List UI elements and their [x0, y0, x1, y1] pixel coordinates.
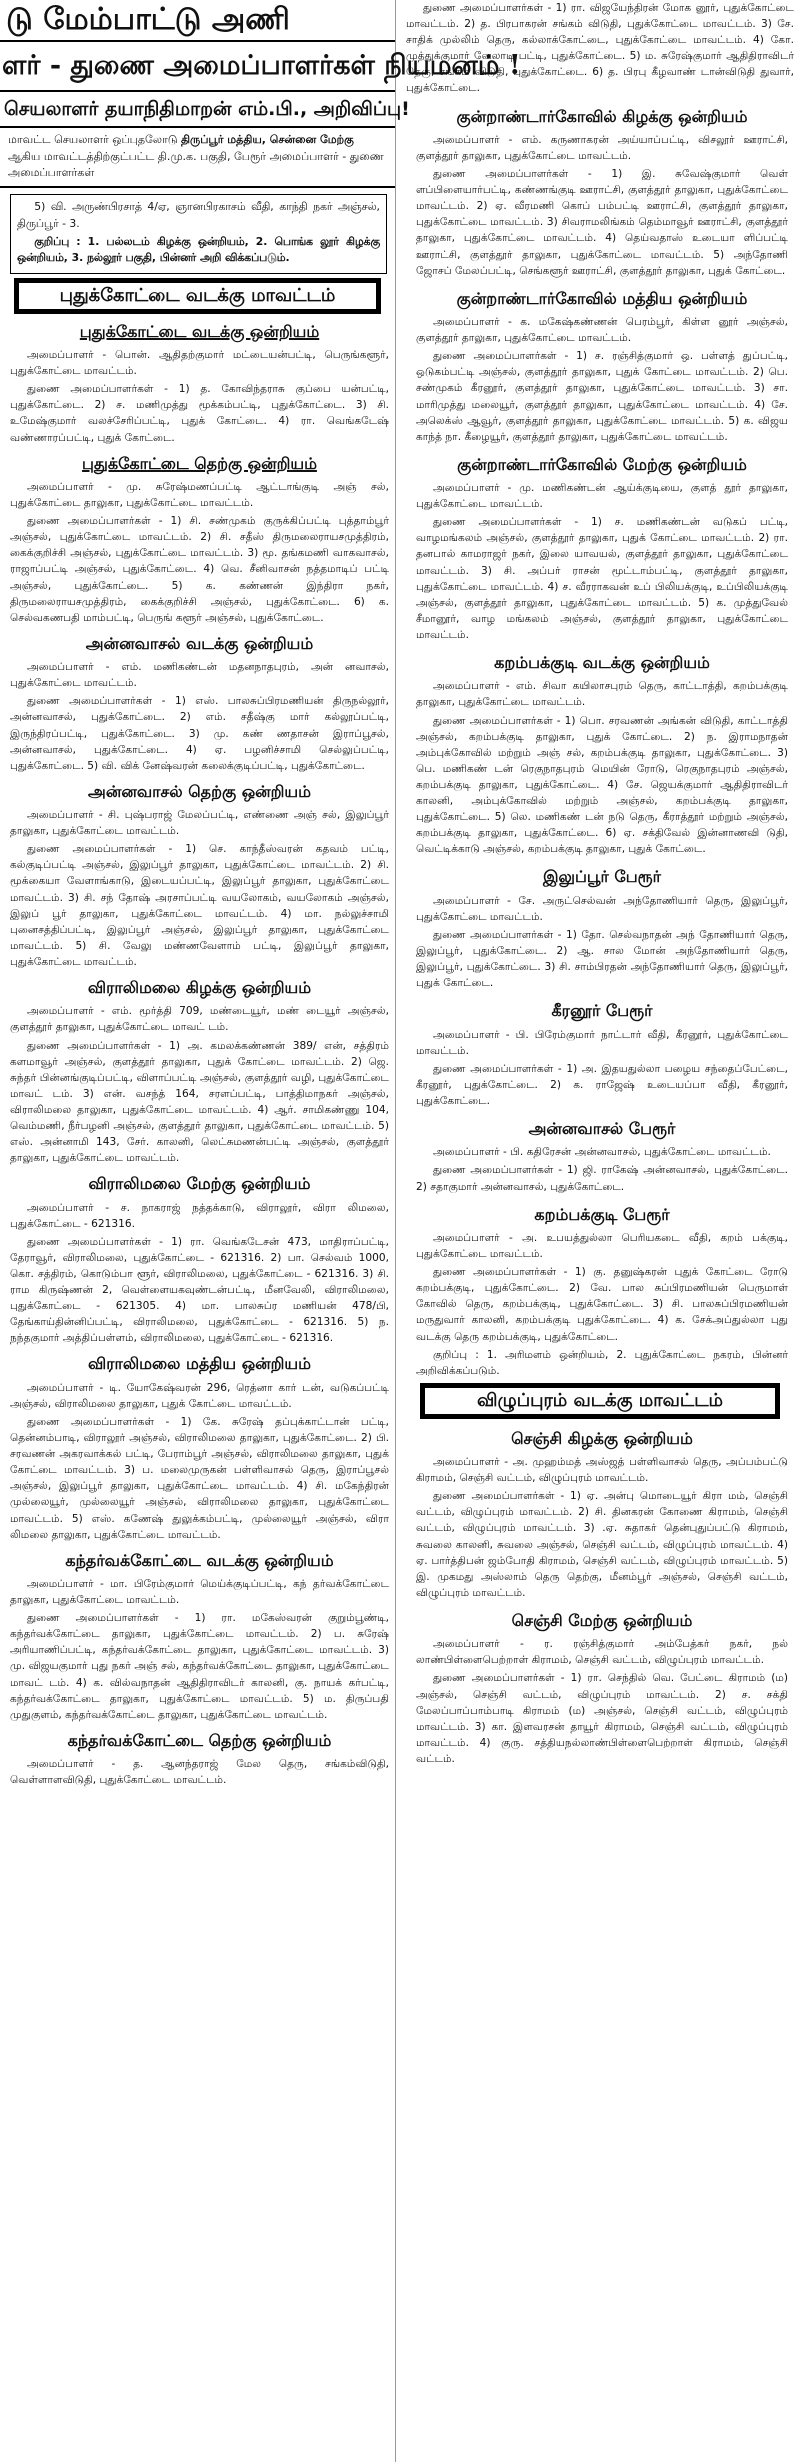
section-organizer: அமைப்பாளர் - எம். மணிகண்டன் மதனநாதபுரம், அன் னவாசல், புதுக்கோட்டை மாவட்டம்.	[10, 661, 389, 690]
section-title: குன்றாண்டார்கோவில் மத்திய ஒன்றியம்	[456, 288, 748, 308]
section	[406, 1609, 794, 1767]
section	[0, 632, 395, 774]
section-deputies: துணை அமைப்பாளர்கள் - 1) கு. தனுஷ்கரன் புதுக் கோட்டை ரோடு கறம்பக்குடி, புதுக்கோட்டை. 2) வே. பால சுப்பிரமணியன் பெருமாள் கோவில் தெரு, கறம்பக்குடி, புதுக்கோட்டை. 3) சி. பாலசுப்பிரமணியன் மருதுவார் காலனி, கறம்பக்குடி புதுக்கோட்டை. 4) க. சேக்அப்துல்லா புது வடக்கு தெரு கறம்பக்குடி, புதுக்கோட்டை.	[416, 1266, 788, 1343]
section-deputies: துணை அமைப்பாளர்கள் - 1) ச. ரஞ்சித்குமார் ஒ. பள்ளத் துப்பட்டி, ஒடுகம்பட்டி அஞ்சல், குளத்தூர் தாலுகா, புதுக் கோட்டை மாவட்டம். 2) பெ. சண்முகம் கீரனூர், குளத்தூர் தாலுகா, புதுக்கோட்டை மாவட்டம். 3) சா. மாரிமுத்து மலையூர், குளத்தூர் தாலுகா, புதுக்கோட்டை மாவட்டம். 4) சே. அலெக்ஸ் ஆவூர், குளத்தூர் தாலுகா, புதுக்கோட்டை மாவட்டம். 5) க. விஜய காந்த் நா. கீழையூர், குளத்தூர் தாலுகா, புதுக்கோட்டை மாவட்டம்.	[416, 350, 788, 443]
section-title: குன்றாண்டார்கோவில் கிழக்கு ஒன்றியம்	[456, 106, 748, 126]
section-deputies: துணை அமைப்பாளர்கள் - 1) எஸ். பாலசுப்பிரமணியன் திருநல்லூர், அன்னவாசல், புதுக்கோட்டை. 2) எம். சதீஷ்கு மார் கல்லூப்பட்டி, இருந்திரப்பட்டி, புதுக்கோட்டை. 3) மு. கண் ணதாசன் இராப்பூசல், அன்னவாசல், புதுக்கோட்டை. 4) ஏ. பழனிச்சாமி செல்லுப்பட்டி, புதுக்கோட்டை. 5) வி. விக் னேஷ்வரன் கலைக்குடிப்பட்டி, புதுக்கோட்டை.	[10, 695, 389, 772]
section	[0, 320, 395, 446]
right-column	[402, 0, 800, 2462]
section-title: கந்தர்வக்கோட்டை தெற்கு ஒன்றியம்	[67, 1730, 332, 1750]
section-deputies: துணை அமைப்பாளர்கள் - 1) பொ. சரவணன் அங்கன் விடுதி, காட்டாத்தி அஞ்சல், கறம்பக்குடி தாலுகா, புதுக் கோட்டை. 2) ந. இராமநாதன் அம்புக்கோவில் மற்றும் அஞ் சல், கறம்பக்குடி தாலுகா, புதுக்கோட்டை. 3) பெ. மணிகண் டன் ரெகுநாதபுரம் மெயின் ரோடு, ரெகுநாதபுரம் அஞ்சல், கறம்பக்குடி தாலுகா, புதுக்கோட்டை. 4) சே. ஜெயக்குமார் ஆதிதிராவிடர் காலனி, அம்புக்கோவில் மற்றும் அஞ்சல், கறம்பக்குடி தாலுகா, புதுக்கோட்டை. 5) லெ. மணிகண் டன் நடு தெரு, கீராத்தூர் மற்றும் அஞ்சல், கறம்பக்குடி தாலுகா, புதுக்கோட்டை. 6) ஏ. சக்திவேல் இன்னாணவி டுதி, வெட்டிக்காடு அஞ்சல், கறம்பக்குடி தாலுகா, புதுக் கோட்டை.	[416, 714, 788, 856]
headline-banner	[0, 0, 521, 128]
section-deputies: துணை அமைப்பாளர்கள் - 1) ரா. வெங்கடேசன் 473, மாதிராப்பட்டி, தேராவூர், விராலிமலை, புதுக்கோட்டை - 621316. 2) பா. செல்வம் 1000, கொ. சத்திரம், கொடும்பா ளூர், விராலிமலை, புதுக்கோட்டை - 621316. 3) சி. ராம கிருஷ்ணன் 2, வெள்ளையகவுண்டன்பட்டி, மீனவேலி, விராலிமலை, புதுக்கோட்டை - 621305. 4) மா. பாலசுப்ர மணியன் 478/பி, தேங்காய்தின்னிப்பட்டி, விராலிமலை, புதுக்கோட்டை - 621316. 5) ந. நந்தகுமார் அத்திப்பள்ளம், விராலிமலை, புதுக்கோட்டை - 621316.	[10, 1235, 389, 1345]
section	[406, 1203, 794, 1379]
section-deputies: துணை அமைப்பாளர்கள் - 1) இ. சுவேஷ்குமார் வெள் ளப்பிளையார்பட்டி, கண்ணங்குடி ஊராட்சி, குளத்தூர் தாலுகா, புதுக்கோட்டை மாவட்டம். 2) ஏ. வீரமணி கொப் பம்பட்டி ஊராட்சி, குளத்தூர் தாலுகா, புதுக்கோட்டை மாவட்டம். 3) சிவராமலிங்கம் தெம்மாவூர் ஊராட்சி, குளத்தூர் தாலுகா, புதுக்கோட்டை மாவட்டம். 4) தெய்வதாஸ் உடையா ளிப்பட்டி ஊராட்சி, குளத்தூர் தாலுகா, புதுக்கோட்டை மாவட்டம். 5) அந்தோணி ஜோசப் மேலப்பட்டி, செங்களூர் ஊராட்சி, குளத்தூர் தாலுகா, புதுக் கோட்டை.	[416, 168, 788, 277]
section-organizer: அமைப்பாளர் - சி. புஷ்பராஜ் மேலப்பட்டி, எண்ணை அஞ் சல், இலுப்பூர் தாலுகா, புதுக்கோட்டை மாவட்டம்.	[10, 809, 389, 838]
section-organizer: அமைப்பாளர் - பி. கதிரேசன் அன்னவாசல், புதுக்கோட்டை மாவட்டம்.	[432, 1146, 771, 1159]
section-title: புதுக்கோட்டை தெற்கு ஒன்றியம்	[82, 453, 317, 473]
section	[0, 780, 395, 970]
section-title: கறம்பக்குடி பேரூர்	[534, 1204, 670, 1224]
section-title: அன்னவாசல் தெற்கு ஒன்றியம்	[88, 781, 311, 801]
section-title: கீரனூர் பேரூர்	[551, 1001, 653, 1021]
left-sections	[0, 320, 395, 1789]
section-title: விராலிமலை மத்திய ஒன்றியம்	[88, 1354, 311, 1374]
section	[0, 976, 395, 1166]
section-deputies: துணை அமைப்பாளர்கள் - 1) கே. சுரேஷ் தப்புக்காட்டான் பட்டி, தென்னம்பாடி, விராலூர் அஞ்சல், விராலிமலை தாலுகா, புதுக்கோட்டை. 2) பி. சரவணன் அகரவாக்கல் பட்டி, பேராம்பூர் அஞ்சல், விராலிமலை தாலுகா, புதுக் கோட்டை மாவட்டம். 3) ப. மலைமுருகன் பள்ளிவாசல் தெரு, இராப்பூசல் அஞ்சல், இலுப்பூர் தாலுகா, புதுக்கோட்டை மாவட்டம். 4) சி. மகேந்திரன் முல்லையூர், முல்லையூர் அஞ்சல், விராலிமலை தாலுகா, புதுக்கோட்டை மாவட்டம். 5) எஸ். கணேஷ் துலுக்கம்பட்டி, முல்லையூர் அஞ்சல், விரா லிமலை தாலுகா, புதுக்கோட்டை மாவட்டம்.	[10, 1415, 389, 1541]
section	[406, 1427, 794, 1601]
section	[0, 1549, 395, 1723]
section-organizer: அமைப்பாளர் - த. ஆனந்தராஜ் மேல தெரு, சங்கம்விடுதி, வெள்ளாளவிடுதி, புதுக்கோட்டை மாவட்டம்.	[10, 1758, 389, 1787]
section-deputies: துணை அமைப்பாளர்கள் - 1) ஜி. ராகேஷ் அன்னவாசல், புதுக்கோட்டை. 2) சதாகுமார் அன்னவாசல், புதுக்கோட்டை.	[416, 1164, 788, 1193]
section	[406, 651, 794, 857]
section-deputies: துணை அமைப்பாளர்கள் - 1) செ. காந்தீஸ்வரன் கதவம் பட்டி, கல்குடிப்பட்டி அஞ்சல், இலுப்பூர் தாலுகா, புதுக்கோட்டை மாவட்டம். 2) சி. மூக்கையா வேளாங்காடு, இடையப்பட்டி, இலுப்பூர் தாலுகா, புதுக்கோட்டை மாவட்டம். 3) சி. சந் தோஷ் அரசாப்பட்டி வயலோகம், வயலோகம் அஞ்சல், இலுப் பூர் தாலுகா, புதுக்கோட்டை மாவட்டம். 4) மா. நல்லுச்சாமி புனைசத்திப்பட்டி, இலுப்பூர் அஞ்சல், இலுப்பூர் தாலுகா, புதுக்கோட்டை மாவட்டம். 5) சி. வேலு மண்ணவேளாம் பட்டி, இலுப்பூர் தாலுகா, புதுக்கோட்டை மாவட்டம்.	[10, 843, 389, 968]
section-title: குன்றாண்டார்கோவில் மேற்கு ஒன்றியம்	[457, 454, 747, 474]
section-title: கறம்பக்குடி வடக்கு ஒன்றியம்	[494, 653, 710, 673]
section-deputies: துணை அமைப்பாளர்கள் - 1) அ. கமலக்கண்ணன் 389/ என், சத்திரம் களமாவூர் அஞ்சல், குளத்தூர் தாலுகா, புதுக் கோட்டை மாவட்டம். 2) ஜெ. சுந்தர் பின்னங்குடிப்பட்டி, விளாப்பட்டி அஞ்சல், குளத்தூர் வழி, புதுக்கோட்டை மாவட் டம். 3) என். வசந்த் 164, சரளப்பட்டி, பாத்திமாநகர் அஞ்சல், விராலிமலை தாலுகா, புதுக்கோட்டை மாவட்டம். 4) ஆர். சாமிகண்ணு 104, வெம்மணி, நீர்பழனி அஞ்சல், குளத்தூர் தாலுகா, புதுக்கோட்டை மாவட்டம். 5) எஸ். அன்னாமி 143, சேர். காலனி, லெட்சுமணன்பட்டி அஞ்சல், குளத்தூர் தாலுகா, புதுக்கோட்டை மாவட்டம்.	[10, 1039, 389, 1165]
section	[0, 1729, 395, 1789]
section-deputies: துணை அமைப்பாளர்கள் - 1) ச. மணிகண்டன் வடுகப் பட்டி, வாழமங்கலம் அஞ்சல், குளத்தூர் தாலுகா, புதுக் கோட்டை மாவட்டம். 2) ரா. தனபால் காமராஜர் நகர், இலை யாவயல், குளத்தூர் தாலுகா, புதுக்கோட்டை மாவட்டம். 3) சி. அப்பர் ராசன் மூட்டாம்பட்டி, குளத்தூர் தாலுகா, புதுக்கோட்டை மாவட்டம். 4) ச. வீரராகவன் உப் பிலியக்குடி, உப்பிலியக்குடி அஞ்சல், குளத்தூர் தாலுகா, புதுக்கோட்டை மாவட்டம். 5) க. முத்துவேல் சீமானூர், வாழ மங்கலம் அஞ்சல், குளத்தூர் தாலுகா, புதுக்கோட்டை மாவட்டம்.	[416, 516, 788, 641]
section-organizer: அமைப்பாளர் - பொன். ஆதிதற்குமார் மட்டையன்பட்டி, பெருங்களூர், புதுக்கோட்டை மாவட்டம்.	[10, 349, 389, 378]
section-title: விராலிமலை மேற்கு ஒன்றியம்	[88, 1174, 311, 1194]
section-deputies: துணை அமைப்பாளர்கள் - 1) அ. இதயதுல்லா பழைய சந்தைப்பேட்டை, கீரனூர், புதுக்கோட்டை. 2) க. ராஜேஷ் உடையப்பா வீதி, கீரனூர், புதுக்கோட்டை.	[416, 1062, 788, 1107]
section	[406, 865, 794, 991]
section-deputies: துணை அமைப்பாளர்கள் - 1) தோ. செல்வநாதன் அந் தோணியார் தெரு, இலுப்பூர், புதுக்கோட்டை. 2) ஆ. சால மோன் அந்தோணியார் தெரு, இலுப்பூர், புதுக்கோட்டை. 3) சி. சாம்பிரதன் அந்தோணியார் தெரு, இலுப்பூர், புதுக் கோட்டை.	[416, 928, 788, 990]
section-title: செஞ்சி மேற்கு ஒன்றியம்	[511, 1610, 693, 1630]
section-organizer: அமைப்பாளர் - ச. நாகராஜ் நத்தக்காடு, விராலூர், விரா லிமலை, புதுக்கோட்டை - 621316.	[10, 1201, 389, 1230]
section-title: அன்னவாசல் வடக்கு ஒன்றியம்	[85, 633, 314, 653]
section	[406, 1117, 794, 1195]
section-organizer: அமைப்பாளர் - அ. முஹம்மத் அஸ்ஜத் பள்ளிவாசல் தெரு, அப்பம்பட்டு கிராமம், செஞ்சி வட்டம், விழுப்புரம் மாவட்டம்.	[416, 1456, 788, 1485]
section-organizer: அமைப்பாளர் - பி. பிரேம்குமார் நாட்டார் வீதி, கீரனூர், புதுக்கோட்டை மாவட்டம்.	[416, 1028, 788, 1057]
district-heading-left	[14, 278, 381, 314]
district-heading-left-text: புதுக்கோட்டை வடக்கு மாவட்டம்	[18, 282, 377, 310]
intro-text-1: மாவட்ட செயலாளர் ஒப்புதலோடு	[8, 133, 178, 146]
section-title: செஞ்சி கிழக்கு ஒன்றியம்	[511, 1428, 693, 1448]
section-deputies: துணை அமைப்பாளர்கள் - 1) த. கோவிந்தராசு குப்பை யன்பட்டி, புதுக்கோட்டை. 2) ச. மணிமுத்து மூக்கம்பட்டி, புதுக்கோட்டை. 3) சி. உமேஷ்குமார் வலச்சேரிப்பட்டி, புதுக் கோட்டை. 4) ரா. வெங்கடேஷ் வண்ணாரப்பட்டி, புதுக் கோட்டை.	[10, 383, 389, 444]
section	[406, 105, 794, 279]
section-deputies: துணை அமைப்பாளர்கள் - 1) ஏ. அன்பு மொடையூர் கிரா மம், செஞ்சி வட்டம், விழுப்புரம் மாவட்டம். 2) சி. தினகரன் கோணை கிராமம், செஞ்சி வட்டம், விழுப்புரம் மாவட்டம். 3) .ஏ. சுதாகர் தென்புதுப்பட்டு கிராமம், சுவலை காலனி, சுவலை அஞ்சல், செஞ்சி வட்டம், விழுப்புரம் மாவட்டம். 4) ஏ. பார்த்திபன் ஜம்போதி கிராமம், செஞ்சி வட்டம், விழுப்புரம் மாவட்டம். 5) இ. முகமது அஸ்லாம் தெரு தெற்கு, மீனம்பூர் அஞ்சல், செஞ்சி வட்டம், விழுப்புரம் மாவட்டம்.	[416, 1490, 788, 1599]
intro-text-2: ஆகிய மாவட்டத்திற்குட்பட்ட தி.மு.க. பகுதி, பேரூர் அமைப்பாளர் - துணை அமைப்பாளர்கள்	[8, 149, 384, 180]
section-organizer: அமைப்பாளர் - மா. பிரேம்குமார் மெய்க்குடிப்பட்டி, கந் தர்வக்கோட்டை தாலுகா, புதுக்கோட்டை மாவட்டம்.	[10, 1578, 389, 1607]
section	[406, 453, 794, 643]
section-title: புதுக்கோட்டை வடக்கு ஒன்றியம்	[79, 321, 320, 341]
section-organizer: அமைப்பாளர் - எம். சிவா கயிலாசபுரம் தெரு, காட்டாத்தி, கறம்பக்குடி தாலுகா, புதுக்கோட்டை மாவட்டம்.	[416, 680, 788, 709]
section-deputies: துணை அமைப்பாளர்கள் - 1) சி. சண்முகம் குருக்கிப்பட்டி புத்தாம்பூர் அஞ்சல், புதுக்கோட்டை மாவட்டம். 2) சி. சதீஸ் திருமலைராயசமுத்திரம், கைக்குறிச்சி அஞ்சல், புதுக்கோட்டை மாவட்டம். 3) மூ. தங்கமணி வாகவாசல், ராஜாப்பட்டி அஞ்சல், புதுக்கோட்டை. 4) வெ. சீனிவாசன் நத்தமாடிப் பட்டி அஞ்சல், புதுக்கோட்டை. 5) க. கண்ணன் இந்திரா நகர், திருமலைராயசமுத்திரம், கைக்குறிச்சி அஞ்சல், புதுக்கோட்டை. 6) க. செல்வகணபதி மாம்பட்டி, பெருங் களூர் அஞ்சல், புதுக்கோட்டை.	[10, 515, 389, 624]
section-organizer: அமைப்பாளர் - மு. சுரேஷ்மணப்பட்டி ஆட்டாங்குடி அஞ் சல், புதுக்கோட்டை தாலுகா, புதுக்கோட்டை மாவட்டம்.	[10, 480, 389, 510]
section-organizer: அமைப்பாளர் - டி. யோகேஷ்வரன் 296, ரெத்னா கார் டன், வடுகப்பட்டி அஞ்சல், விராலிமலை தாலுகா, புதுக் கோட்டை மாவட்டம்.	[10, 1381, 389, 1410]
headline-line-1: டு மேம்பாட்டு அணி	[6, 2, 290, 37]
section	[0, 1352, 395, 1542]
intro-paragraph	[0, 128, 395, 188]
section-title: இலுப்பூர் பேரூர்	[542, 867, 662, 887]
district-heading-right	[420, 1383, 780, 1419]
section-organizer: அமைப்பாளர் - எம். மூர்த்தி 709, மண்டையூர், மண் டையூர் அஞ்சல், குளத்தூர் தாலுகா, புதுக்கோட்டை மாவட் டம்.	[10, 1005, 389, 1034]
section-title: அன்னவாசல் பேரூர்	[528, 1119, 676, 1139]
top-notice-box	[10, 194, 387, 274]
intro-highlight: திருப்பூர் மத்திய, சென்னை மேற்கு	[181, 133, 354, 146]
section-deputies: துணை அமைப்பாளர்கள் - 1) ரா. மகேஸ்வரன் குறும்பூண்டி, கந்தர்வக்கோட்டை தாலுகா, புதுக்கோட்டை மாவட்டம். 2) ப. சுரேஷ் அரியாணிப்பட்டி, கந்தர்வக்கோட்டை தாலுகா, புதுக்கோட்டை மாவட்டம். 3) மு. விஜயகுமார் புது நகர் அஞ் சல், கந்தர்வக்கோட்டை தாலுகா, புதுக்கோட்டை மாவட் டம். 4) க. வில்வநாதன் ஆதிதிராவிடர் காலனி, கு. நாயக் கர்பட்டி, கந்தர்வக்கோட்டை தாலுகா, புதுக்கோட்டை மாவட்டம். 5) ம. திருப்பதி முதுகுளம், கந்தர்வக்கோட்டை தாலுகா, புதுக்கோட்டை மாவட்டம்.	[10, 1612, 389, 1721]
section-title: கந்தர்வக்கோட்டை வடக்கு ஒன்றியம்	[65, 1550, 334, 1570]
section-organizer: அமைப்பாளர் - மு. மணிகண்டன் ஆய்க்குடியை, குளத் தூர் தாலுகா, புதுக்கோட்டை மாவட்டம்.	[416, 482, 788, 511]
section-deputies: துணை அமைப்பாளர்கள் - 1) ரா. செந்தில் வெ. பேட்டை கிராமம் (ம) அஞ்சல், செஞ்சி வட்டம், விழுப்புரம் மாவட்டம். 2) ச. சக்தி மேலப்பாப்பாம்பாடி கிராமம் (ம) அஞ்சல், செஞ்சி வட்டம், விழுப்புரம் மாவட்டம். 3) கா. இளவரசன் தாயூர் கிராமம், செஞ்சி வட்டம், விழுப்புரம் மாவட்டம். 4) குரு. சத்தியநல்லாண்பிள்ளைபெற்றாள் கிராமம், செஞ்சி வட்டம்.	[416, 1672, 788, 1765]
section	[0, 1172, 395, 1346]
district-heading-right-text: விழுப்புரம் வடக்கு மாவட்டம்	[424, 1387, 776, 1415]
section-organizer: அமைப்பாளர் - எம். கருணாகரன் அய்யாப்பட்டி, விசலூர் ஊராட்சி, குளத்தூர் தாலுகா, புதுக்கோட்டை மாவட்டம்.	[416, 133, 788, 162]
section	[0, 452, 395, 626]
headline-line-2: ளர் - துணை அமைப்பாளர்கள் நியமனம் !	[0, 40, 395, 92]
section-note: குறிப்பு : 1. அரிமளம் ஒன்றியம், 2. புதுக்கோட்டை நகரம், பின்னர் அறிவிக்கப்படும்.	[416, 1348, 788, 1377]
continued-deputies: துணை அமைப்பாளர்கள் - 1) ரா. விஜயேந்திரன் மோக னூர், புதுக்கோட்டை மாவட்டம். 2) த. பிரபாகரன் சங்கம் விடுதி, புதுக்கோட்டை மாவட்டம். 3) சே. சாதிக் முல்லிம் தெரு, கல்லாக்கோட்டை, புதுக்கோட்டை மாவட்டம். 4) கோ. முத்துக்குமார் வேலாடி பட்டி, புதுக்கோட்டை. 5) ம. சுரேஷ்குமார் ஆதிதிராவிடர் தெரு, சங்கம் விடுதி, புதுக்கோட்டை. 6) த. பிரபு கீழவாண் டான்விடுதி துவார், புதுக்கோட்டை.	[406, 2, 794, 95]
section-title: விராலிமலை கிழக்கு ஒன்றியம்	[87, 978, 312, 998]
section-organizer: அமைப்பாளர் - க. மகேஷ்கண்ணன் பெரம்பூர், கிள்ள னூர் அஞ்சல், குளத்தூர் தாலுகா, புதுக்கோட்டை மாவட்டம்.	[416, 316, 788, 345]
section-organizer: அமைப்பாளர் - அ. உபயத்துல்லா பெரியகடை வீதி, கறம் பக்குடி, புதுக்கோட்டை மாவட்டம்.	[416, 1231, 788, 1261]
section-organizer: அமைப்பாளர் - சே. அருட்செல்வன் அந்தோணியார் தெரு, இலுப்பூர், புதுக்கோட்டை மாவட்டம்.	[416, 894, 788, 923]
top-box-text: 5) வி. அருண்பிரசாத் 4/ஏ, ஞானபிரகாசம் வீதி, காந்தி நகர் அஞ்சல், திருப்பூர் - 3.	[17, 200, 380, 230]
section	[406, 287, 794, 445]
top-box-note: குறிப்பு : 1. பல்லடம் கிழக்கு ஒன்றியம், 2. பொங்க லூர் கிழக்கு ஒன்றியம், 3. நல்லூர் பகுதி, பின்னர் அறி விக்கப்படும்.	[17, 234, 380, 265]
headline-line-3: செயலாளர் தயாநிதிமாறன் எம்.பி., அறிவிப்பு!	[4, 98, 410, 120]
section-organizer: அமைப்பாளர் - ர. ரஞ்சித்குமார் அம்பேத்கர் நகர், நல் லாண்பிள்ளைபெற்றாள் கிராமம், செஞ்சி வட்டம், விழுப்புரம் மாவட்டம்.	[416, 1638, 788, 1667]
section	[406, 999, 794, 1109]
